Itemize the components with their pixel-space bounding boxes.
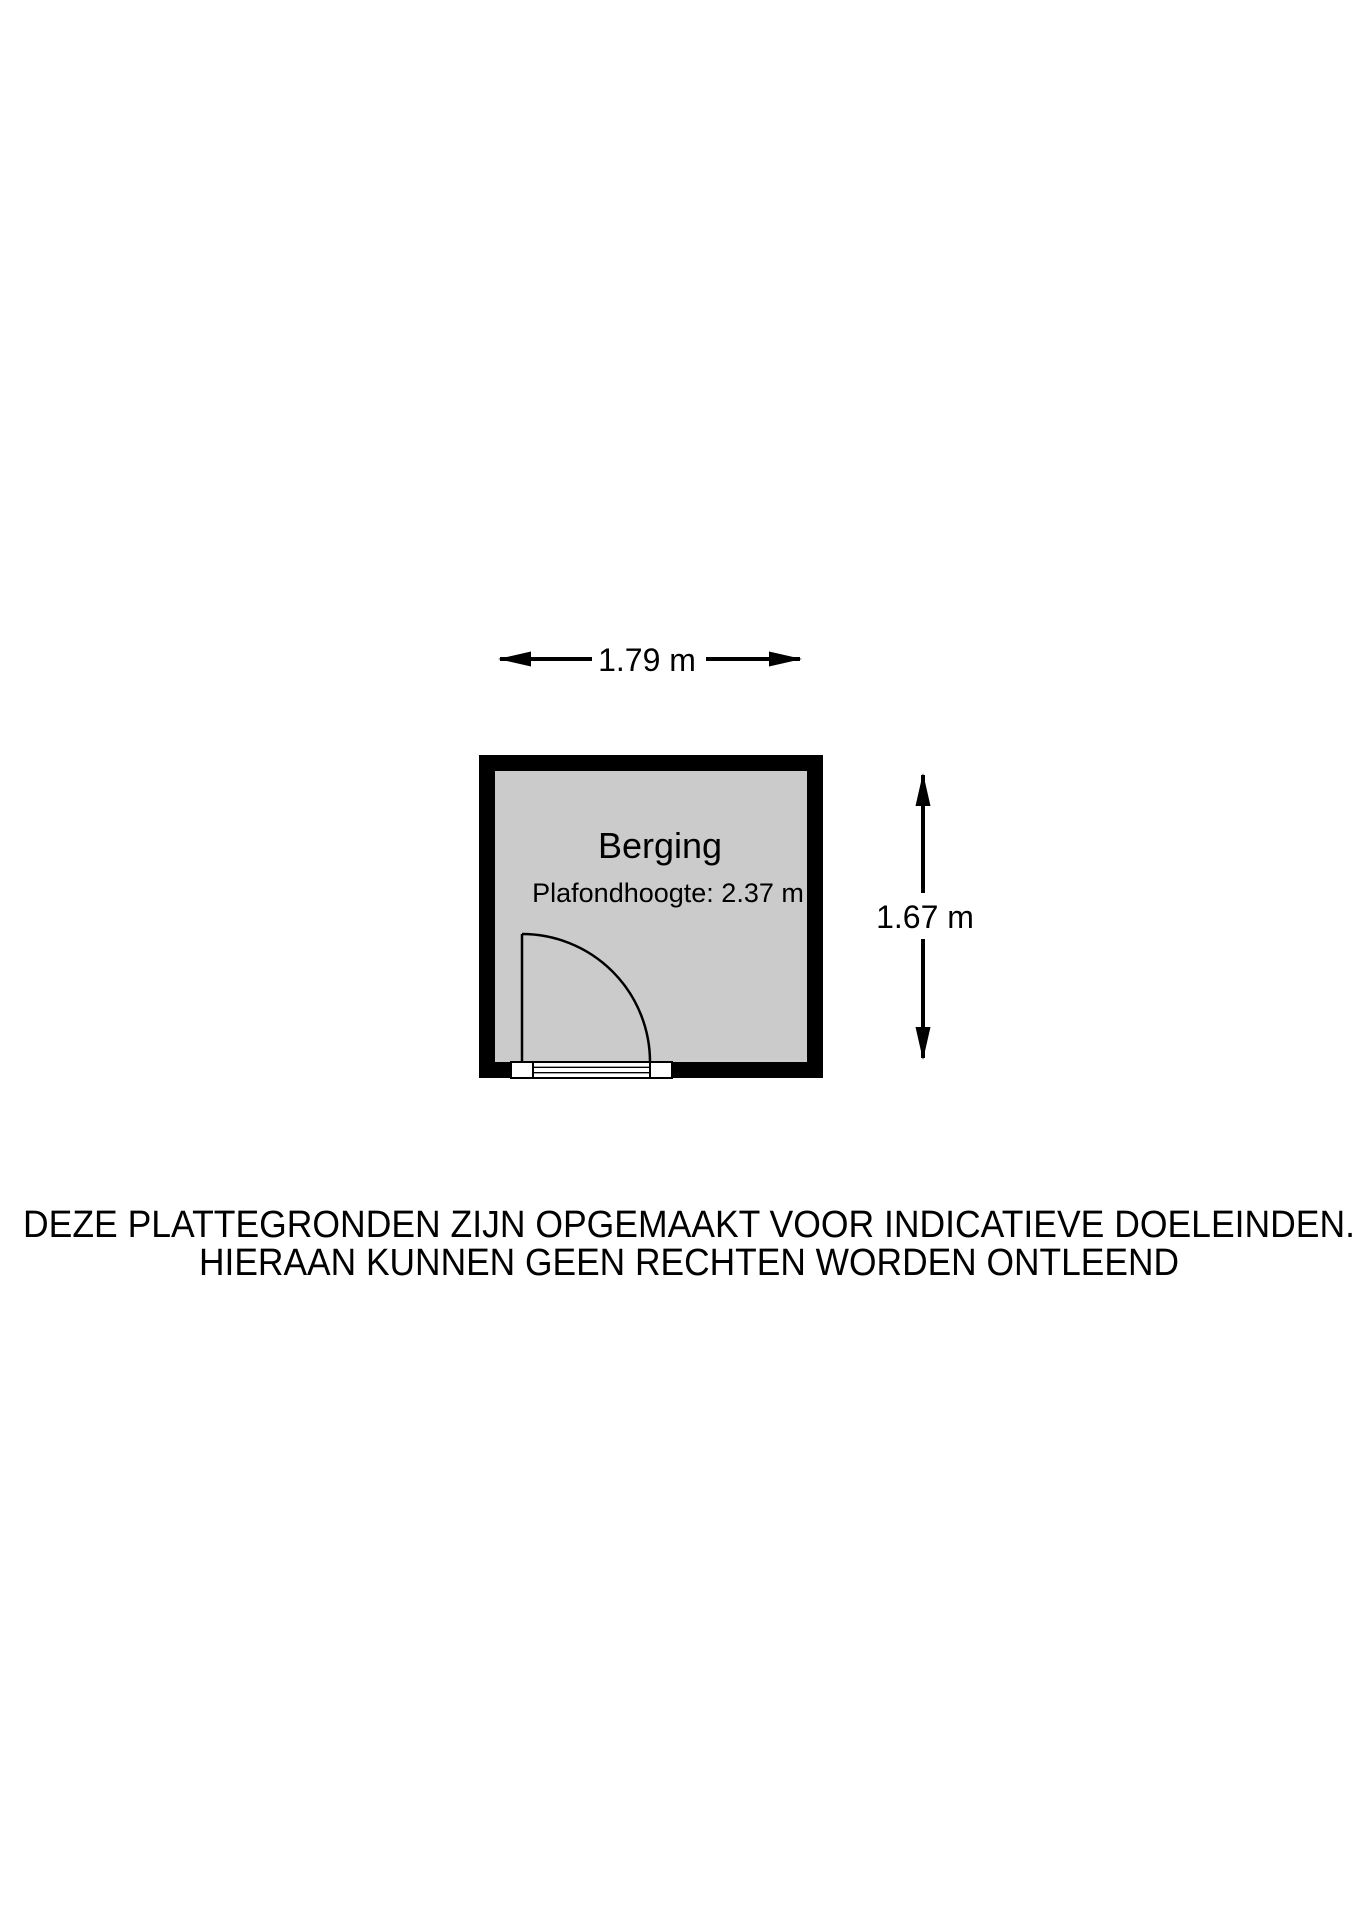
room-name-label: Berging (597, 825, 723, 866)
disclaimer-line-1: DEZE PLATTEGRONDEN ZIJN OPGEMAAKT VOOR INDICATIEVE DOELEINDEN. (23, 1204, 1355, 1246)
arrowhead-right-icon (769, 652, 802, 667)
height-dimension-label: 1.67 m (876, 899, 974, 935)
width-dimension-label: 1.79 m (598, 642, 696, 678)
door-threshold (533, 1062, 650, 1078)
arrowhead-left-icon (498, 652, 531, 667)
disclaimer-line-2: HIERAAN KUNNEN GEEN RECHTEN WORDEN ONTLEEND (199, 1242, 1179, 1284)
door-jamb-right (650, 1062, 672, 1078)
height-dimension (876, 773, 974, 1060)
disclaimer (23, 1204, 1355, 1284)
room-ceiling-height-label: Plafondhoogte: 2.37 m (532, 878, 804, 908)
room-floor (495, 771, 807, 1062)
door-jamb-left (511, 1062, 533, 1078)
arrowhead-down-icon (916, 1027, 931, 1060)
width-dimension (498, 642, 802, 678)
arrowhead-up-icon (916, 773, 931, 806)
room-berging (479, 755, 823, 1078)
